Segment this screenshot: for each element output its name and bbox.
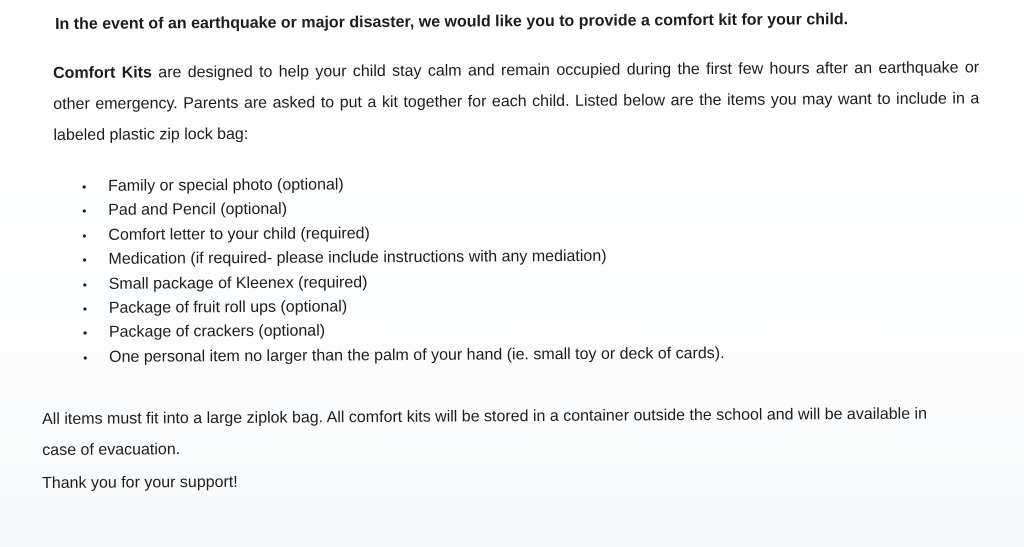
closing-paragraph: All items must fit into a large ziplok bag. All comfort kits will be stored in a container outside the school and will be available in case of evacuation. xyxy=(42,405,928,459)
intro-text: are designed to help your child stay calm and remain occupied during the first few hours after an earthquake or other emergency. Parents are asked to put a kit together for each child. Listed below are the items you may want to include in a labeled plastic zip lock bag: xyxy=(53,59,980,144)
list-item-text: Medication (if required- please include instructions with any mediation) xyxy=(108,247,607,268)
bullet-icon: • xyxy=(82,326,88,341)
list-item-text: Small package of Kleenex (required) xyxy=(108,273,368,293)
bullet-icon: • xyxy=(82,277,87,292)
list-item-text: Package of fruit roll ups (optional) xyxy=(108,298,348,317)
list-item-text: Package of crackers (optional) xyxy=(108,322,326,342)
bullet-icon: • xyxy=(83,350,88,365)
list-item-text: Family or special photo (optional) xyxy=(108,176,344,195)
bullet-icon: • xyxy=(82,301,88,316)
comfort-kit-item-list xyxy=(80,170,841,370)
intro-bold-lead: Comfort Kits xyxy=(53,64,152,82)
list-item-text: Comfort letter to your child (required) xyxy=(108,225,370,244)
bullet-icon: • xyxy=(82,253,87,268)
list-item xyxy=(81,341,841,370)
bullet-icon: • xyxy=(82,228,87,243)
list-item-text: One personal item no larger than the palm of your hand (ie. small toy or deck of cards). xyxy=(109,344,725,366)
intro-paragraph xyxy=(53,52,980,151)
bullet-icon: • xyxy=(82,179,87,194)
list-item-text: Pad and Pencil (optional) xyxy=(108,201,288,220)
document-heading: In the event of an earthquake or major disaster, we would like you to provide a comfort kit for your child. xyxy=(55,11,849,33)
bullet-icon: • xyxy=(82,204,87,219)
thank-you-line: Thank you for your support! xyxy=(42,473,238,492)
